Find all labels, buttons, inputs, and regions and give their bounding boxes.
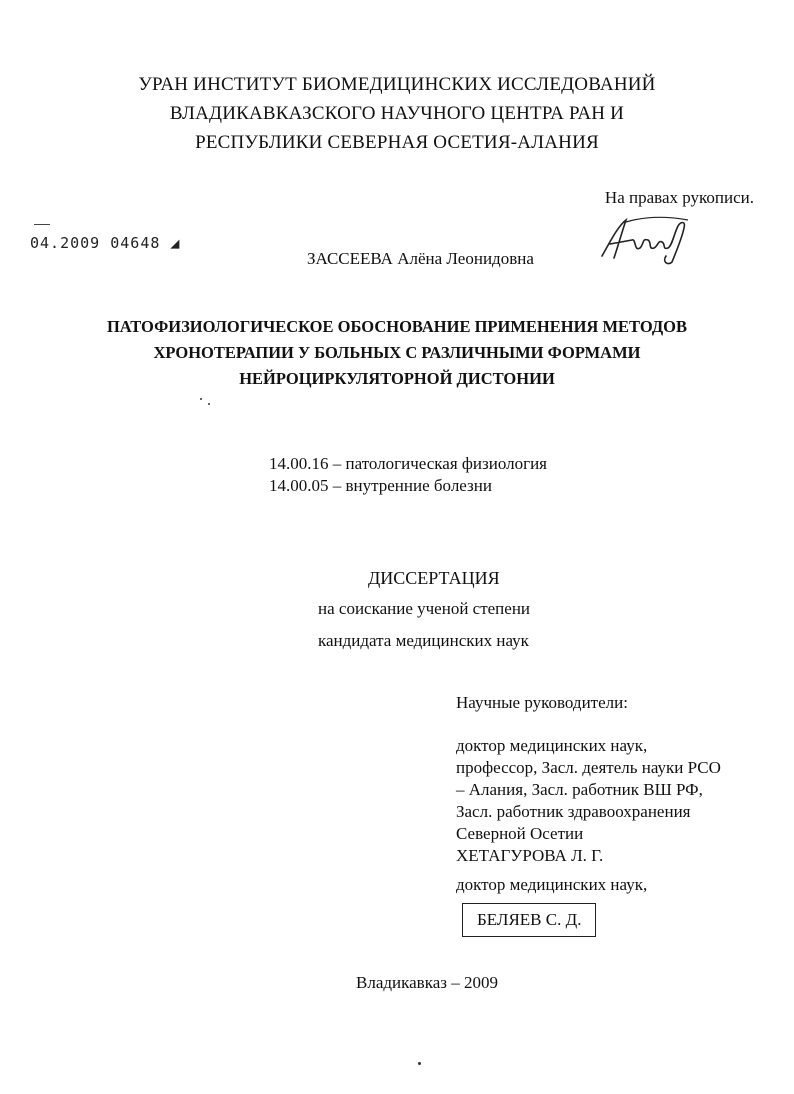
supervisor-line: Северной Осетии xyxy=(456,824,584,843)
supervisor-name: ХЕТАГУРОВА Л. Г. xyxy=(456,846,604,865)
dissertation-heading: ДИССЕРТАЦИЯ xyxy=(368,568,500,588)
registration-code xyxy=(30,234,180,252)
specialties xyxy=(269,453,547,497)
stamp-mark-icon: ◢ xyxy=(160,234,181,252)
manuscript-note: На правах рукописи. xyxy=(604,188,754,207)
specialty-line: 14.00.05 – внутренние болезни xyxy=(269,476,492,495)
supervisor-second-degree: доктор медицинских наук, xyxy=(456,875,648,894)
institute-header xyxy=(0,70,794,157)
specialty-line: 14.00.16 – патологическая физиология xyxy=(269,454,547,473)
scan-speck xyxy=(208,403,210,405)
title-line: ПАТОФИЗИОЛОГИЧЕСКОЕ ОБОСНОВАНИЕ ПРИМЕНЕНИЯ МЕТОДОВ xyxy=(106,317,688,336)
supervisors-heading: Научные руководители: xyxy=(456,693,628,712)
scan-speck xyxy=(418,1062,421,1065)
supervisor-line: – Алания, Засл. работник ВШ РФ, xyxy=(456,780,703,799)
supervisor-line: доктор медицинских наук, xyxy=(456,736,648,755)
signature-icon xyxy=(596,212,696,266)
registration-number: 04.2009 04648 xyxy=(30,234,161,252)
supervisor-second-name: БЕЛЯЕВ С. Д. xyxy=(462,903,596,937)
title-line: НЕЙРОЦИРКУЛЯТОРНОЙ ДИСТОНИИ xyxy=(239,369,555,388)
degree-line-1: на соискание ученой степени xyxy=(318,599,531,618)
institute-line: РЕСПУБЛИКИ СЕВЕРНАЯ ОСЕТИЯ-АЛАНИЯ xyxy=(195,132,599,153)
dissertation-title xyxy=(0,314,794,392)
degree-line-2: кандидата медицинских наук xyxy=(318,631,529,650)
stamp-dash xyxy=(34,224,50,225)
scan-speck xyxy=(200,398,202,400)
city-year: Владикавказ – 2009 xyxy=(356,973,498,992)
institute-line: УРАН ИНСТИТУТ БИОМЕДИЦИНСКИХ ИССЛЕДОВАНИЙ xyxy=(138,74,656,95)
supervisor-first xyxy=(456,735,721,867)
supervisor-line: профессор, Засл. деятель науки РСО xyxy=(456,758,721,777)
institute-line: ВЛАДИКАВКАЗСКОГО НАУЧНОГО ЦЕНТРА РАН И xyxy=(169,103,625,124)
supervisor-line: Засл. работник здравоохранения xyxy=(456,802,691,821)
author-name: ЗАССЕЕВА Алёна Леонидовна xyxy=(307,249,534,268)
title-line: ХРОНОТЕРАПИИ У БОЛЬНЫХ С РАЗЛИЧНЫМИ ФОРМАМИ xyxy=(153,343,641,362)
